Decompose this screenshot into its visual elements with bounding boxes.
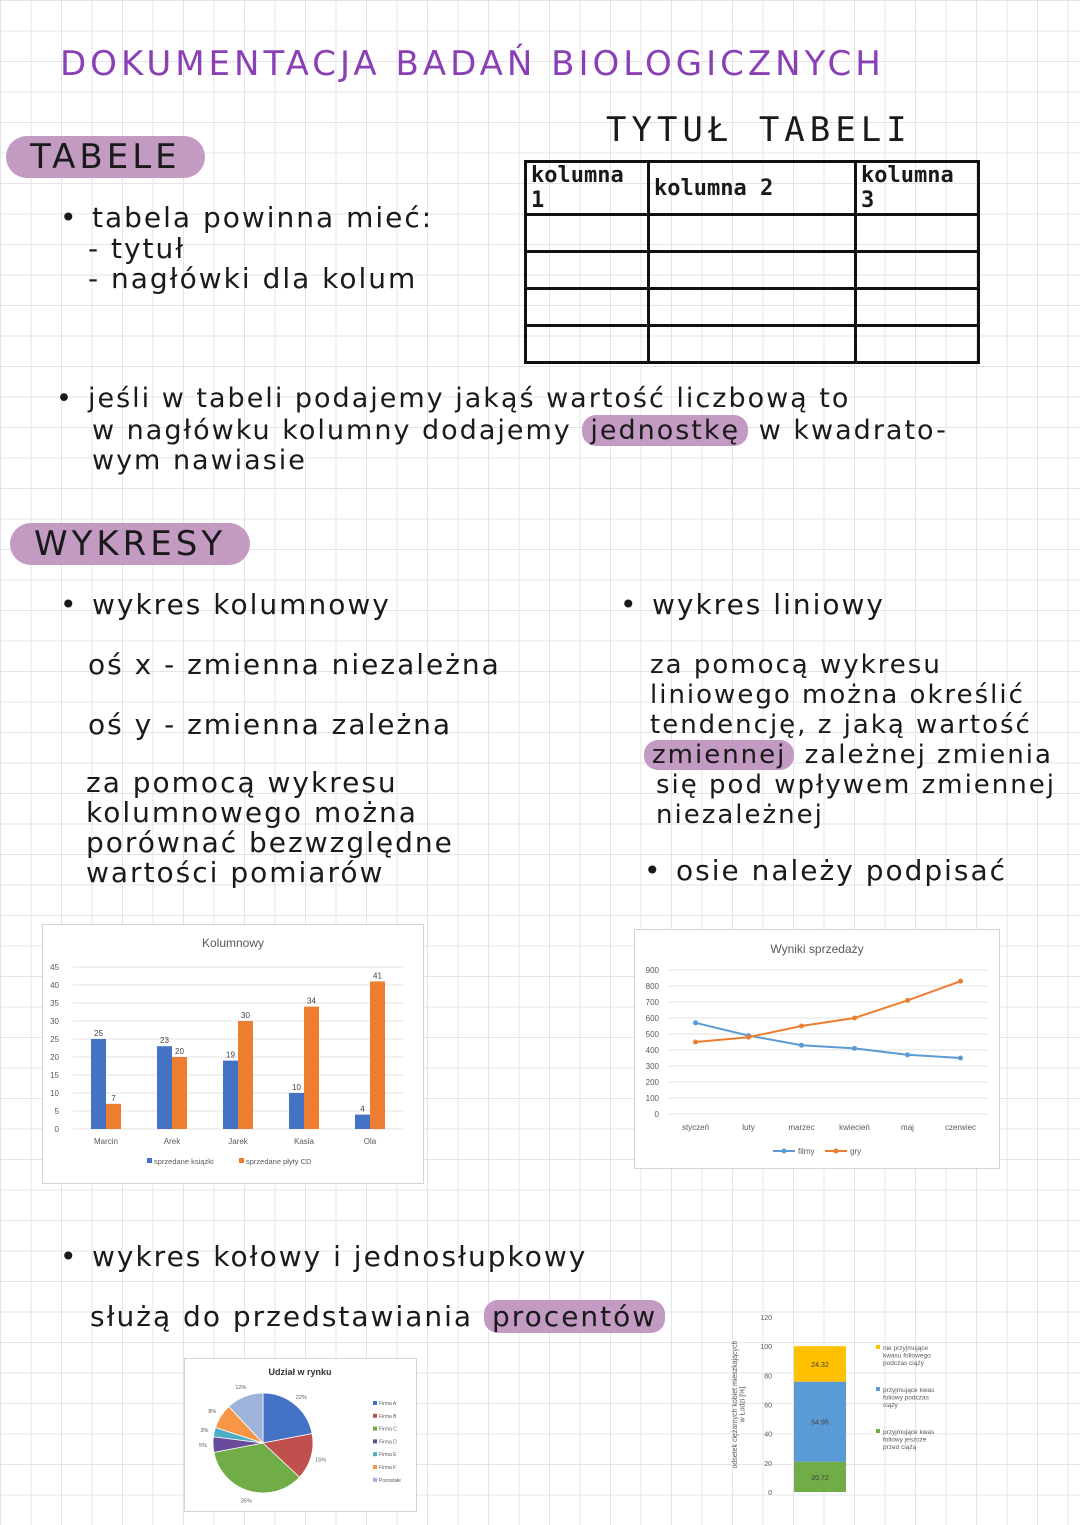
- data-point: [852, 1046, 857, 1051]
- y-axis-label-line: odsetek ciężarnych kobiet mieszkających: [731, 1340, 739, 1469]
- line-desc-4-rest: zależnej zmienia: [804, 740, 1053, 770]
- chart-title: Udział w rynku: [268, 1367, 332, 1377]
- legend-label: Firma C: [379, 1426, 397, 1433]
- y-tick-label: 20: [764, 1460, 772, 1468]
- y-tick-label: 200: [645, 1078, 659, 1087]
- legend-label-line: przyjmujące kwas: [883, 1429, 935, 1436]
- data-point: [905, 1052, 910, 1057]
- bar: [172, 1057, 187, 1129]
- line-desc-6: niezależnej: [656, 800, 824, 830]
- pie-desc: [90, 1302, 665, 1332]
- data-label: 41: [373, 971, 382, 981]
- legend-label: [883, 1387, 935, 1409]
- stacked-chart-panel: [726, 1306, 976, 1506]
- data-point: [693, 1040, 698, 1045]
- y-tick-label: 20: [50, 1053, 59, 1062]
- y-tick-label: 30: [50, 1017, 59, 1026]
- legend-marker: [834, 1149, 839, 1154]
- table-cell: [649, 252, 856, 289]
- y-tick-label: 0: [654, 1110, 659, 1119]
- x-tick-label: czerwiec: [944, 1123, 977, 1132]
- line-chart-panel: [634, 929, 1000, 1169]
- legend-swatch: [876, 1345, 880, 1349]
- column-desc-4: wartości pomiarów: [86, 856, 385, 889]
- data-point: [958, 979, 963, 984]
- legend-swatch: [239, 1158, 244, 1163]
- legend-swatch: [373, 1452, 377, 1456]
- example-table: [524, 160, 980, 364]
- y-tick-label: 60: [764, 1402, 772, 1410]
- column-chart-bullet: • wykres kolumnowy: [92, 590, 391, 620]
- bar: [370, 981, 385, 1129]
- tables-bullet-2-line1: • jeśli w tabeli podajemy jakąś wartość liczbową to: [88, 384, 850, 414]
- legend-label: filmy: [798, 1147, 815, 1156]
- x-axis-note: oś x - zmienna niezależna: [88, 648, 501, 681]
- x-tick-label: Kasia: [293, 1137, 315, 1146]
- y-tick-label: 80: [764, 1373, 772, 1381]
- table-cell: [856, 215, 979, 252]
- pie-chart-bullet: • wykres kołowy i jednosłupkowy: [92, 1242, 587, 1272]
- table-cell: [856, 252, 979, 289]
- y-tick-label: 45: [50, 963, 59, 972]
- data-point: [852, 1016, 857, 1021]
- y-tick-label: 100: [645, 1094, 659, 1103]
- x-tick-label: styczeń: [681, 1123, 710, 1132]
- bar: [304, 1007, 319, 1129]
- page-title: DOKUMENTACJA BADAŃ BIOLOGICZNYCH: [60, 44, 885, 84]
- y-axis-note: oś y - zmienna zależna: [88, 708, 453, 741]
- x-tick-label: maj: [901, 1123, 914, 1132]
- data-point: [693, 1020, 698, 1025]
- line-chart: [635, 930, 999, 1168]
- legend-label-line: podczas ciąży: [883, 1359, 924, 1367]
- legend-swatch: [876, 1429, 880, 1433]
- slice-label: 5%: [199, 1442, 208, 1449]
- legend-label-line: przed ciążą: [883, 1443, 917, 1451]
- data-label: 24.32: [811, 1361, 829, 1369]
- data-point: [905, 998, 910, 1003]
- y-axis-label: [732, 1340, 747, 1468]
- y-tick-label: 40: [764, 1431, 772, 1439]
- legend-label: Pozostałe: [379, 1477, 401, 1484]
- legend-label: Firma B: [379, 1413, 397, 1420]
- x-tick-label: kwiecień: [839, 1123, 870, 1132]
- column-desc-2: kolumnowego można: [86, 796, 418, 829]
- line-chart-bullet: • wykres liniowy: [652, 590, 885, 620]
- y-tick-label: 700: [645, 998, 659, 1007]
- data-label: 7: [111, 1093, 116, 1103]
- legend-swatch: [373, 1439, 377, 1443]
- y-tick-label: 800: [645, 982, 659, 991]
- table-cell: [856, 289, 979, 326]
- line-desc-1: za pomocą wykresu: [650, 650, 942, 680]
- legend-marker: [782, 1149, 787, 1154]
- data-label: 20: [175, 1047, 184, 1056]
- legend-label: [883, 1429, 935, 1451]
- data-point: [746, 1035, 751, 1040]
- highlight-procentow: procentów: [484, 1300, 665, 1333]
- section-heading-charts: WYKRESY: [10, 523, 250, 565]
- slice-label: 12%: [235, 1385, 247, 1392]
- pie-chart: [185, 1359, 416, 1511]
- bar: [355, 1115, 370, 1129]
- legend-label: gry: [850, 1147, 862, 1156]
- table-cell: [856, 326, 979, 363]
- axes-bullet: • osie należy podpisać: [676, 856, 1007, 886]
- line-desc-5: się pod wpływem zmiennej: [656, 770, 1056, 800]
- bar: [289, 1093, 304, 1129]
- legend-label: Firma E: [379, 1452, 397, 1459]
- y-tick-label: 100: [760, 1344, 772, 1352]
- data-point: [799, 1043, 804, 1048]
- column-chart-panel: [42, 924, 424, 1184]
- legend-label: [883, 1345, 931, 1367]
- data-point: [799, 1024, 804, 1029]
- table-cell: [526, 326, 649, 363]
- tables-bullet-2-line3: wym nawiasie: [92, 445, 307, 476]
- bar: [106, 1104, 121, 1129]
- pie-desc-text: służą do przedstawiania: [90, 1300, 474, 1333]
- table-header-3: kolumna 3: [856, 162, 979, 215]
- y-tick-label: 35: [50, 999, 59, 1008]
- y-tick-label: 500: [645, 1030, 659, 1039]
- y-tick-label: 10: [50, 1089, 59, 1098]
- table-cell: [526, 289, 649, 326]
- data-label: 54.95: [811, 1419, 829, 1427]
- legend-swatch: [373, 1465, 377, 1469]
- data-label: 20,72: [811, 1474, 829, 1482]
- line-desc-2: liniowego można określić: [650, 680, 1025, 710]
- table-title: TYTUŁ TABELI: [606, 110, 912, 150]
- data-label: 25: [94, 1029, 103, 1038]
- series-line: [696, 1023, 961, 1058]
- slice-label: 22%: [295, 1394, 307, 1401]
- table-cell: [526, 215, 649, 252]
- legend-swatch: [373, 1414, 377, 1418]
- legend-label-line: nie przyjmujące: [883, 1345, 929, 1352]
- y-tick-label: 900: [645, 966, 659, 975]
- legend-label-line: przyjmujące kwas: [883, 1387, 935, 1394]
- tables-bullet-2-line2a: w nagłówku kolumny dodajemy: [92, 415, 572, 446]
- y-tick-label: 40: [50, 981, 59, 990]
- x-tick-label: Ola: [363, 1137, 377, 1146]
- y-tick-label: 600: [645, 1014, 659, 1023]
- tables-bullet-1: • tabela powinna mieć:: [92, 203, 433, 233]
- y-tick-label: 0: [54, 1125, 59, 1134]
- y-tick-label: 25: [50, 1035, 59, 1044]
- column-desc-1: za pomocą wykresu: [86, 766, 398, 799]
- highlight-zmiennej: zmiennej: [644, 740, 794, 770]
- legend-label: Firma D: [379, 1439, 397, 1446]
- x-tick-label: Marcin: [93, 1137, 119, 1146]
- legend-swatch: [147, 1158, 152, 1163]
- data-label: 23: [160, 1036, 169, 1046]
- highlight-jednostke: jednostkę: [582, 415, 748, 446]
- data-point: [958, 1056, 963, 1061]
- section-heading-tables: TABELE: [6, 136, 205, 178]
- data-label: 34: [307, 996, 316, 1006]
- data-label: 19: [226, 1050, 235, 1060]
- legend-label: sprzedane książki: [154, 1157, 214, 1166]
- legend-label: Firma F: [379, 1465, 397, 1471]
- bar: [91, 1039, 106, 1129]
- y-tick-label: 15: [50, 1071, 59, 1080]
- x-tick-label: luty: [742, 1123, 755, 1132]
- y-axis-label-line: w Łodzi [%]: [739, 1386, 747, 1423]
- legend-label-line: foliowy jeszcze: [883, 1436, 927, 1444]
- legend-label: Firma A: [379, 1401, 397, 1407]
- table-cell: [649, 289, 856, 326]
- bar: [157, 1046, 172, 1129]
- data-label: 30: [241, 1011, 250, 1020]
- slice-label: 35%: [240, 1498, 252, 1505]
- column-desc-3: porównać bezwzględne: [86, 826, 454, 859]
- slice-label: 8%: [208, 1408, 217, 1415]
- column-chart: [43, 925, 423, 1183]
- y-tick-label: 120: [760, 1315, 772, 1322]
- y-tick-label: 300: [645, 1062, 659, 1071]
- legend-swatch: [876, 1387, 880, 1391]
- x-tick-label: Arek: [163, 1137, 181, 1146]
- legend-swatch: [373, 1478, 377, 1482]
- y-tick-label: 400: [645, 1046, 659, 1055]
- table-header-1: kolumna 1: [526, 162, 649, 215]
- slice-label: 15%: [315, 1457, 327, 1464]
- data-label: 10: [292, 1083, 301, 1092]
- bar: [223, 1061, 238, 1129]
- legend-swatch: [373, 1427, 377, 1431]
- table-cell: [526, 252, 649, 289]
- stacked-column-chart: [726, 1306, 976, 1506]
- legend-label: sprzedane płyty CD: [246, 1157, 312, 1166]
- table-header-2: kolumna 2: [649, 162, 856, 215]
- table-cell: [649, 215, 856, 252]
- tables-sub-1: - tytuł: [88, 232, 186, 265]
- tables-bullet-2-line2b: w kwadrato-: [758, 415, 948, 446]
- tables-sub-2: - nagłówki dla kolum: [88, 262, 418, 295]
- legend-label-line: foliowy podczas: [883, 1394, 929, 1402]
- line-desc-4: [644, 740, 1053, 770]
- pie-chart-panel: [184, 1358, 417, 1512]
- data-label: 4: [360, 1104, 365, 1114]
- x-tick-label: marzec: [788, 1123, 815, 1132]
- y-tick-label: 0: [768, 1490, 772, 1497]
- y-tick-label: 5: [54, 1107, 59, 1116]
- line-desc-3: tendencję, z jaką wartość: [650, 710, 1032, 740]
- chart-title: Wyniki sprzedaży: [770, 942, 864, 956]
- slice-label: 3%: [200, 1427, 209, 1434]
- chart-title: Kolumnowy: [201, 936, 265, 950]
- x-tick-label: Jarek: [228, 1137, 248, 1146]
- legend-swatch: [373, 1401, 377, 1405]
- bar: [238, 1021, 253, 1129]
- legend-label-line: kwasu foliowego: [883, 1352, 931, 1360]
- table-cell: [649, 326, 856, 363]
- tables-bullet-2-line2: [92, 416, 948, 446]
- legend-label-line: ciąży: [883, 1401, 898, 1409]
